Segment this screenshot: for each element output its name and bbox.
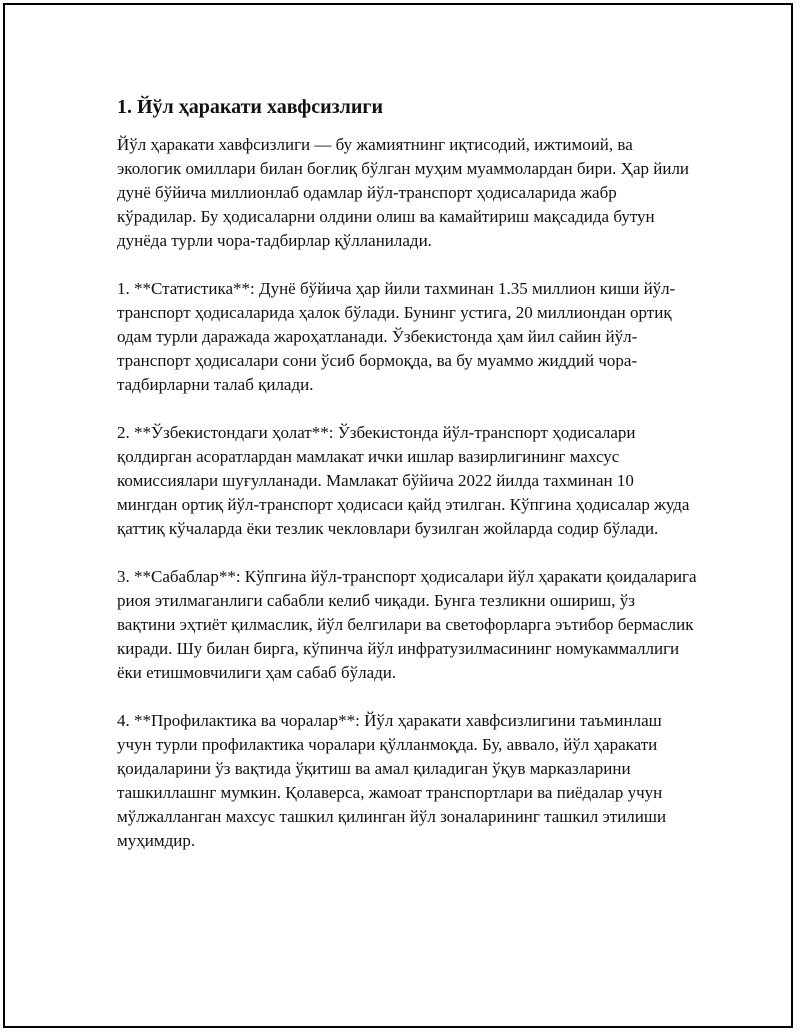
uzbekistan-situation-paragraph: 2. **Ўзбекистондаги ҳолат**: Ўзбекистонда йўл-транспорт ҳодисалари қолдирган асоратлардан мамлакат ички ишлар вазирлигининг махсус комиссиялари шуғулланади. Мамлакат бўйича 2022 йилда тахминан 10 мингдан ортиқ йўл-транспорт ҳодисаси қайд этилган. Кўпгина ҳодисалар жуда қаттиқ кўчаларда ёки тезлик чекловлари бузилган жойларда содир бўлади. [117,423,690,538]
causes-paragraph: 3. **Сабаблар**: Кўпгина йўл-транспорт ҳодисалари йўл ҳаракати қоидаларига риоя этилмаганлиги сабабли келиб чиқади. Бунга тезликни ошириш, ўз вақтини эҳтиёт қилмаслик, йўл белгилари ва светофорларга эътибор бермаслик киради. Шу билан бирга, кўпинча йўл инфратузилмасининг номукаммаллиги ёки етишмовчилиги ҳам сабаб бўлади. [117,567,697,682]
intro-paragraph: Йўл ҳаракати хавфсизлиги — бу жамиятнинг иқтисодий, ижтимоий, ва экологик омиллари билан боғлиқ бўлган муҳим муаммолардан бири. Ҳар йили дунё бўйича миллионлаб одамлар йўл-транспорт ҳодисаларида жабр кўрадилар. Бу ҳодисаларни олдини олиш ва камайтириш мақсадида бутун дунёда турли чора-тадбирлар қўлланилади. [117,135,690,250]
statistics-paragraph: 1. **Статистика**: Дунё бўйича ҳар йили тахминан 1.35 миллион киши йўл-транспорт ҳодисаларида ҳалок бўлади. Бунинг устига, 20 миллиондан ортиқ одам турли даражада жароҳатланади. Ўзбекистонда ҳам йил сайин йўл-транспорт ҳодисалари сони ўсиб бормоқда, ва бу муаммо жиддий чора-тадбирларни талаб қилади. [117,279,676,394]
prevention-paragraph: 4. **Профилактика ва чоралар**: Йўл ҳаракати хавфсизлигини таъминлаш учун турли профилактика чоралари қўлланмоқда. Бу, аввало, йўл ҳаракати қоидаларини ўз вақтида ўқитиш ва амал қиладиган ўқув марказларини ташкиллашнг мумкин. Қолаверса, жамоат транспортлари ва пиёдалар учун мўлжалланган махсус ташкил қилинган йўл зоналарининг ташкил этилиши муҳимдир. [117,711,667,850]
document-body [117,93,697,877]
section-heading: 1. Йўл ҳаракати хавфсизлиги [117,96,383,118]
